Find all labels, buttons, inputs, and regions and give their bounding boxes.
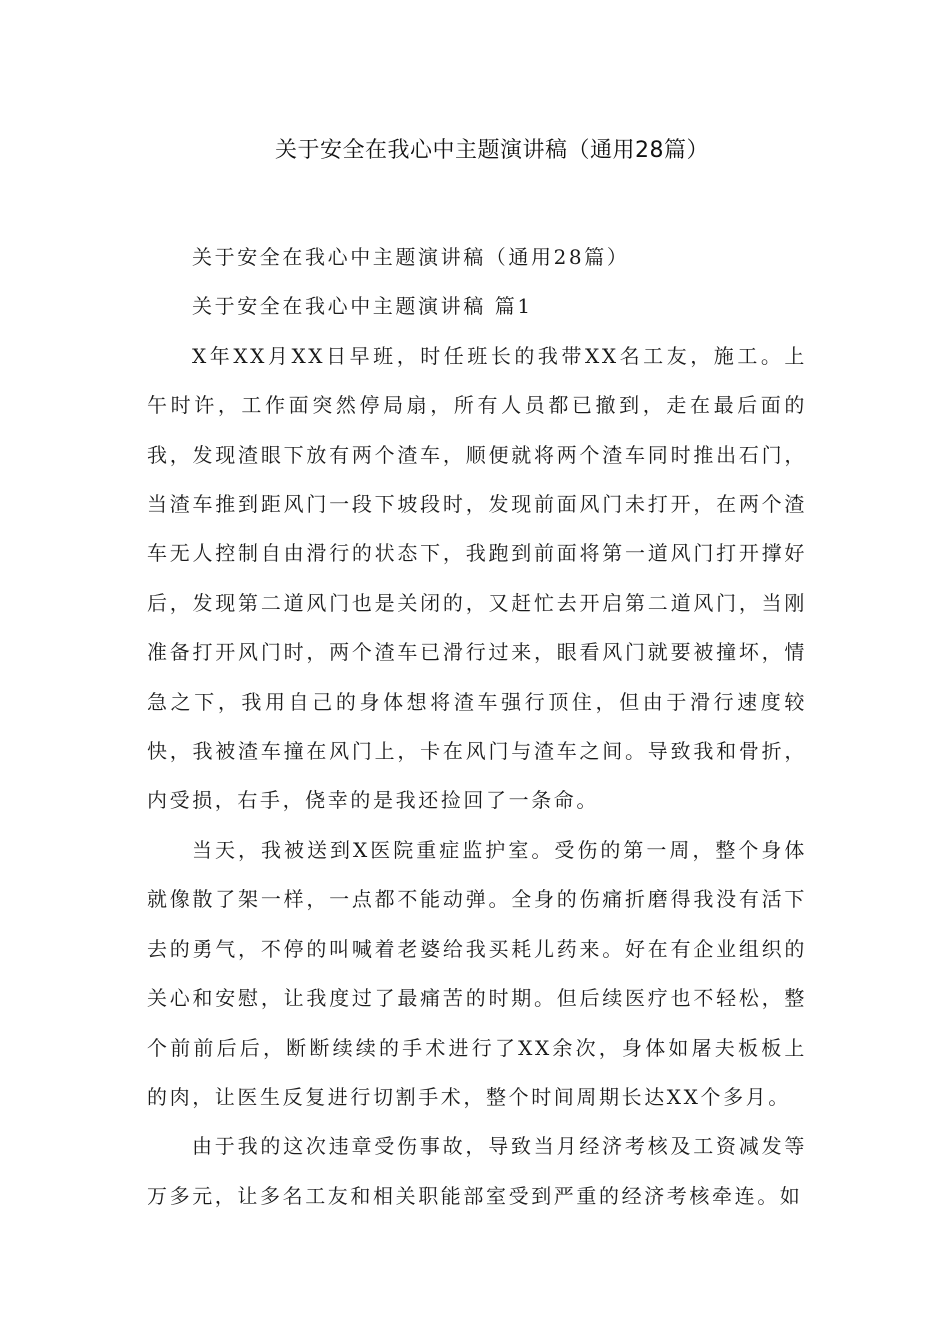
- paragraph: 当天，我被送到X医院重症监护室。受伤的第一周，整个身体就像散了架一样，一点都不能动弹。全身的伤痛折磨得我没有活下去的勇气，不停的叫喊着老婆给我买耗儿药来。好在有企业组织的关心和安慰，让我度过了最痛苦的时期。但后续医疗也不轻松，整个前前后后，断断续续的手术进行了XX余次，身体如屠夫板板上的肉，让医生反复进行切割手术，整个时间周期长达XX个多月。: [147, 837, 807, 1109]
- document-subtitle: 关于安全在我心中主题演讲稿（通用28篇）: [192, 245, 630, 269]
- section-heading: 关于安全在我心中主题演讲稿 篇1: [192, 294, 533, 319]
- paragraph: X年XX月XX日早班，时任班长的我带XX名工友，施工。上午时许，工作面突然停局扇，所有人员都已撤到，走在最后面的我，发现渣眼下放有两个渣车，顺便就将两个渣车同时推出石门，当渣车推到距风门一段下坡段时，发现前面风门未打开，在两个渣车无人控制自由滑行的状态下，我跑到前面将第一道风门打开撑好后，发现第二道风门也是关闭的，又赶忙去开启第二道风门，当刚准备打开风门时，两个渣车已滑行过来，眼看风门就要被撞坏，情急之下，我用自己的身体想将渣车强行顶住，但由于滑行速度较快，我被渣车撞在风门上，卡在风门与渣车之间。导致我和骨折，内受损，右手，侥幸的是我还捡回了一条命。: [147, 343, 807, 813]
- page-title: 关于安全在我心中主题演讲稿（通用28篇）: [275, 138, 709, 163]
- paragraph: 由于我的这次违章受伤事故，导致当月经济考核及工资减发等万多元，让多名工友和相关职能部室受到严重的经济考核牵连。如: [147, 1134, 807, 1208]
- document-body: [147, 233, 807, 1221]
